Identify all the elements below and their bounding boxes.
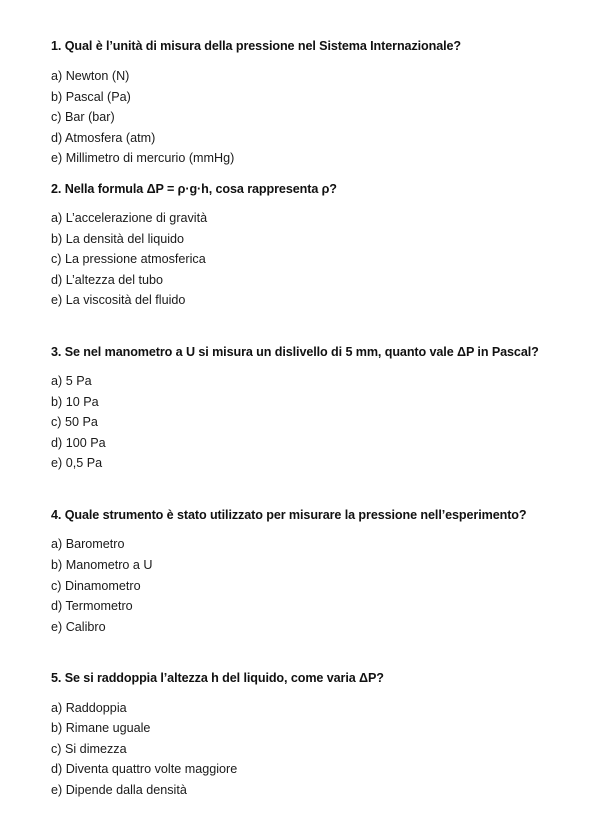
question-3-option-a: a) 5 Pa: [51, 374, 92, 388]
question-2-option-b: b) La densità del liquido: [51, 232, 185, 246]
question-4-option-b: b) Manometro a U: [51, 558, 153, 572]
question-3-option-c: c) 50 Pa: [51, 415, 98, 429]
question-2-option-e: e) La viscosità del fluido: [51, 293, 186, 307]
question-4-option-e: e) Calibro: [51, 620, 106, 634]
question-4-option-c: c) Dinamometro: [51, 579, 141, 593]
question-5-option-a: a) Raddoppia: [51, 701, 127, 715]
question-5-option-c: c) Si dimezza: [51, 742, 127, 756]
question-2-option-a: a) L’accelerazione di gravità: [51, 211, 208, 225]
question-5-option-e: e) Dipende dalla densità: [51, 783, 187, 797]
question-1-option-e: e) Millimetro di mercurio (mmHg): [51, 151, 235, 165]
question-2-option-c: c) La pressione atmosferica: [51, 252, 206, 266]
question-2-title: 2. Nella formula ΔP = ρ·g·h, cosa rappresenta ρ?: [51, 182, 337, 196]
question-3-title: 3. Se nel manometro a U si misura un dislivello di 5 mm, quanto vale ΔP in Pascal?: [51, 345, 539, 359]
question-5-option-b: b) Rimane uguale: [51, 721, 151, 735]
question-3-option-e: e) 0,5 Pa: [51, 456, 103, 470]
question-4-option-d: d) Termometro: [51, 599, 133, 613]
question-1-option-a: a) Newton (N): [51, 69, 130, 83]
question-4-title: 4. Quale strumento è stato utilizzato per misurare la pressione nell’esperimento?: [51, 508, 527, 522]
question-5-option-d: d) Diventa quattro volte maggiore: [51, 762, 238, 776]
question-1-option-b: b) Pascal (Pa): [51, 90, 131, 104]
question-1-option-d: d) Atmosfera (atm): [51, 131, 156, 145]
question-3-option-b: b) 10 Pa: [51, 395, 99, 409]
question-1-option-c: c) Bar (bar): [51, 110, 115, 124]
question-2-option-d: d) L’altezza del tubo: [51, 273, 164, 287]
question-5-title: 5. Se si raddoppia l’altezza h del liquido, come varia ΔP?: [51, 671, 384, 685]
question-3-option-d: d) 100 Pa: [51, 436, 106, 450]
question-1-title: 1. Qual è l’unità di misura della pressione nel Sistema Internazionale?: [51, 39, 462, 53]
question-4-option-a: a) Barometro: [51, 537, 125, 551]
